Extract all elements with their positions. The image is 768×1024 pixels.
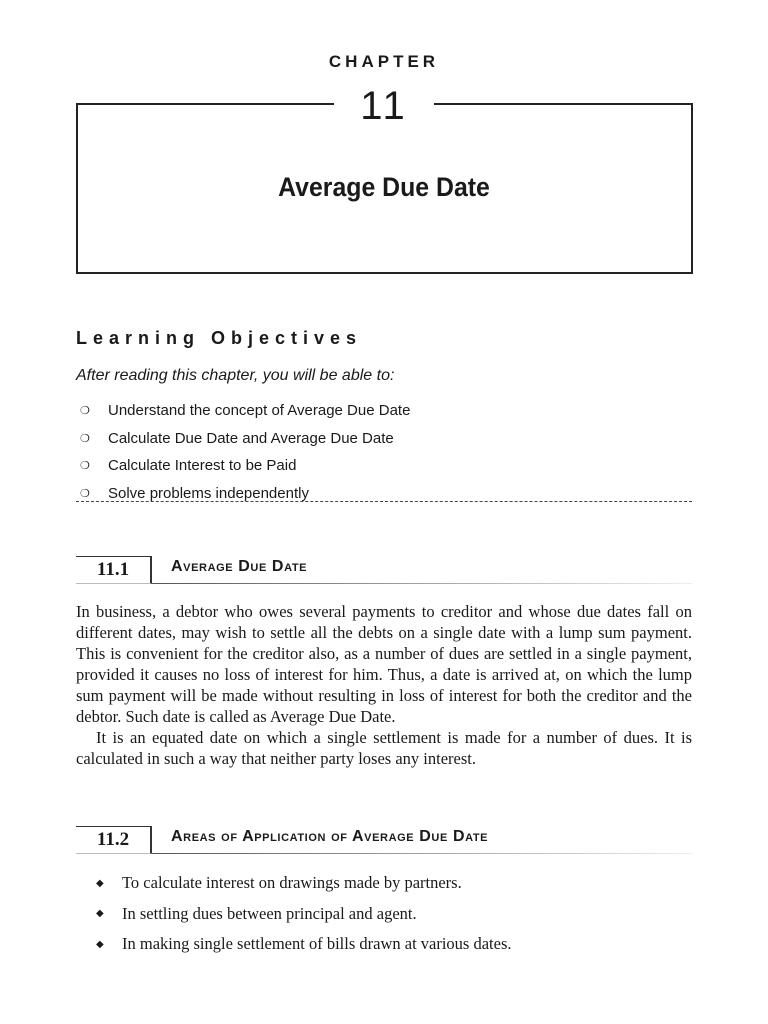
objective-text: Calculate Due Date and Average Due Date bbox=[108, 429, 394, 447]
list-item bbox=[80, 425, 410, 453]
section-heading-11-1 bbox=[76, 556, 692, 584]
list-item bbox=[80, 397, 410, 425]
section-underline bbox=[152, 853, 692, 854]
hollow-circle-bullet-icon: ❍ bbox=[80, 432, 90, 445]
hollow-circle-bullet-icon: ❍ bbox=[80, 405, 90, 418]
application-text: In making single settlement of bills drawn at various dates. bbox=[122, 934, 512, 954]
objective-text: Understand the concept of Average Due Date bbox=[108, 402, 411, 420]
list-item bbox=[96, 899, 512, 930]
hollow-circle-bullet-icon: ❍ bbox=[80, 460, 90, 473]
objective-text: Calculate Interest to be Paid bbox=[108, 457, 297, 475]
chapter-label: CHAPTER bbox=[328, 52, 440, 71]
section-heading-11-2 bbox=[76, 826, 692, 854]
learning-objectives-list bbox=[80, 397, 410, 507]
diamond-bullet-icon: ◆ bbox=[96, 908, 104, 920]
chapter-title: Average Due Date bbox=[278, 172, 490, 202]
application-text: To calculate interest on drawings made by partners. bbox=[122, 873, 462, 893]
learning-objectives-heading: Learning Objectives bbox=[76, 328, 363, 348]
list-item bbox=[80, 452, 410, 480]
section-title: Average Due Date bbox=[171, 558, 308, 575]
section-title: Areas of Application of Average Due Date bbox=[171, 828, 489, 845]
chapter-number: 11 bbox=[334, 82, 434, 130]
application-text: In settling dues between principal and agent. bbox=[122, 903, 417, 923]
diamond-bullet-icon: ◆ bbox=[96, 938, 104, 950]
paragraph: In business, a debtor who owes several payments to creditor and whose due dates fall on different dates, may wish to settle all the debts on a single date with a lump sum payment. This is convenient for the creditor also, as a number of dues are settled in a single payment, provided it causes no loss of interest for him. Thus, a date is arrived at, on which the lump sum payment will be made without resulting in loss of interest for both the creditor and the debtor. Such date is called as Average Due Date. bbox=[76, 602, 692, 726]
section-underline bbox=[152, 583, 692, 584]
application-list bbox=[96, 868, 512, 960]
hollow-circle-bullet-icon: ❍ bbox=[80, 487, 90, 500]
list-item bbox=[80, 480, 410, 508]
dashed-divider bbox=[76, 501, 692, 502]
objective-text: Solve problems independently bbox=[108, 484, 309, 502]
section-number: 11.1 bbox=[76, 556, 152, 584]
learning-objectives-intro: After reading this chapter, you will be able to: bbox=[76, 367, 395, 384]
paragraph: It is an equated date on which a single settlement is made for a number of dues. It is calculated in such a way that neither party loses any interest. bbox=[76, 728, 692, 768]
diamond-bullet-icon: ◆ bbox=[96, 877, 104, 889]
list-item bbox=[96, 929, 512, 960]
list-item bbox=[96, 868, 512, 899]
section-number: 11.2 bbox=[76, 826, 152, 854]
section-11-1-body bbox=[76, 601, 692, 769]
